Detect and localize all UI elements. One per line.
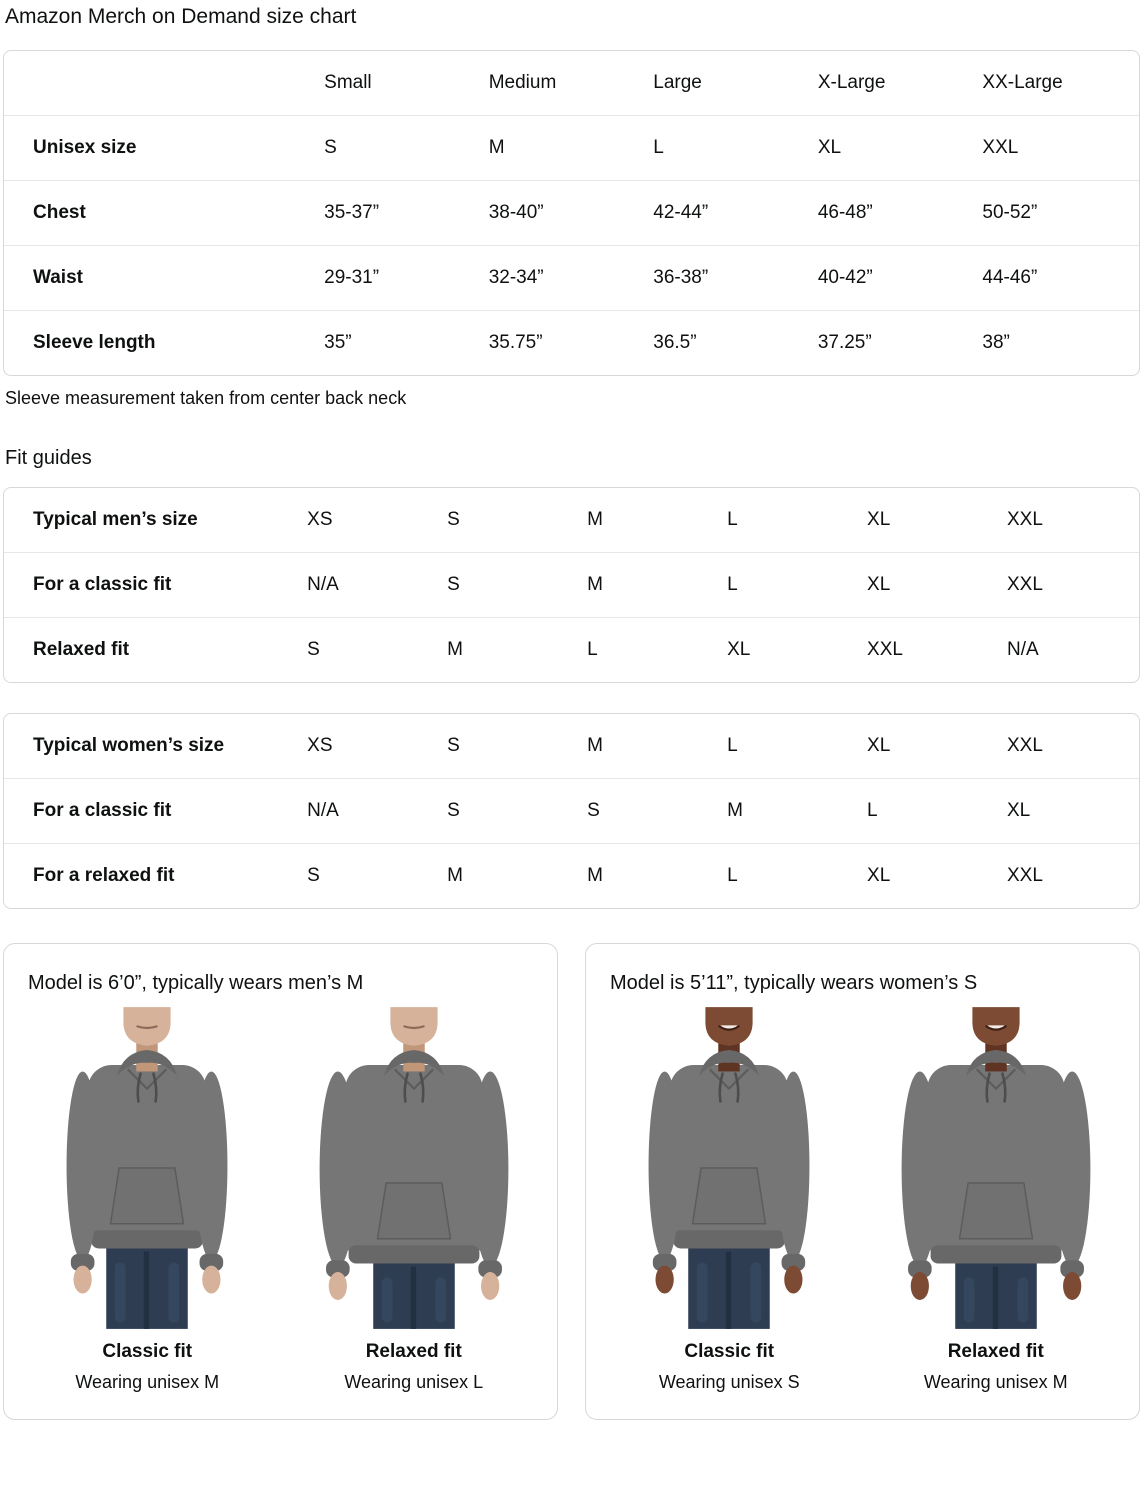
hoodie-model-illustration (296, 1007, 532, 1329)
table-cell: L (719, 843, 859, 908)
table-cell: L (719, 552, 859, 617)
row-label: Chest (4, 180, 316, 245)
column-header-medium: Medium (488, 72, 557, 93)
table-cell: N/A (299, 778, 439, 843)
table-cell: XS (307, 735, 333, 756)
table-cell: L (727, 735, 738, 756)
row-label: For a classic fit (4, 778, 299, 843)
mens-model-card (3, 943, 558, 1420)
table-cell: XL (859, 843, 999, 908)
womens-classic-figure (596, 1007, 863, 1393)
table-cell: S (447, 735, 460, 756)
table-cell: XXL (1007, 509, 1043, 530)
wearing-label: Wearing unisex S (658, 1372, 800, 1392)
table-cell: 44-46” (974, 245, 1139, 310)
table-cell: L (579, 617, 719, 682)
table-cell: M (481, 115, 646, 180)
table-cell: M (719, 778, 859, 843)
table-cell: XS (307, 509, 333, 530)
womens-relaxed-figure (863, 1007, 1130, 1393)
row-label: Waist (4, 245, 316, 310)
size-table-header-row (4, 51, 1139, 115)
column-header-small: Small (324, 72, 372, 93)
table-row (4, 310, 1139, 375)
table-cell: 36.5” (645, 310, 810, 375)
table-row (4, 245, 1139, 310)
table-cell: M (579, 843, 719, 908)
hoodie-model-illustration (29, 1007, 265, 1329)
fit-guides-heading: Fit guides (5, 447, 92, 469)
row-label: Typical men’s size (33, 509, 198, 530)
page-title: Amazon Merch on Demand size chart (5, 5, 357, 28)
size-chart-table (3, 50, 1140, 376)
hoodie-model-illustration (611, 1007, 847, 1329)
table-cell: 32-34” (481, 245, 646, 310)
table-row (4, 552, 1139, 617)
row-label: Sleeve length (4, 310, 316, 375)
table-cell: 35.75” (481, 310, 646, 375)
table-cell: N/A (999, 617, 1139, 682)
model-photo (14, 1007, 281, 1329)
table-cell: L (727, 509, 738, 530)
row-label: Relaxed fit (4, 617, 299, 682)
table-cell: 42-44” (645, 180, 810, 245)
table-cell: M (587, 735, 603, 756)
row-label: For a relaxed fit (4, 843, 299, 908)
wearing-label: Wearing unisex M (923, 1372, 1068, 1392)
womens-figures (596, 1007, 1129, 1393)
table-row (4, 115, 1139, 180)
wearing-label: Wearing unisex L (344, 1372, 484, 1392)
table-cell: M (579, 552, 719, 617)
table-cell: XL (859, 552, 999, 617)
fit-label: Relaxed fit (947, 1341, 1044, 1362)
table-cell: S (447, 509, 460, 530)
model-photo (596, 1007, 863, 1329)
table-cell: 35” (316, 310, 481, 375)
table-cell: 46-48” (810, 180, 975, 245)
table-row (4, 180, 1139, 245)
table-cell: M (587, 509, 603, 530)
fit-label: Relaxed fit (365, 1341, 462, 1362)
wearing-label: Wearing unisex M (75, 1372, 220, 1392)
table-row (4, 488, 1139, 552)
table-cell: 29-31” (316, 245, 481, 310)
table-cell: XL (867, 509, 891, 530)
table-row (4, 778, 1139, 843)
table-cell: 38-40” (481, 180, 646, 245)
table-cell: 37.25” (810, 310, 975, 375)
column-header-xx-large: XX-Large (982, 72, 1063, 93)
mens-figures (14, 1007, 547, 1393)
column-header-large: Large (653, 72, 702, 93)
column-header-x-large: X-Large (817, 72, 886, 93)
mens-fit-table (3, 487, 1140, 683)
table-cell: L (645, 115, 810, 180)
table-cell: XL (867, 735, 891, 756)
table-cell: 36-38” (645, 245, 810, 310)
table-cell: 40-42” (810, 245, 975, 310)
table-cell: XL (999, 778, 1139, 843)
table-cell: 38” (974, 310, 1139, 375)
table-row (4, 714, 1139, 778)
row-label: Unisex size (4, 115, 316, 180)
table-row (4, 843, 1139, 908)
model-photo (281, 1007, 548, 1329)
hoodie-model-illustration (878, 1007, 1114, 1329)
table-row (4, 617, 1139, 682)
model-cards-row (3, 943, 1140, 1420)
table-cell: S (579, 778, 719, 843)
mens-classic-figure (14, 1007, 281, 1393)
table-cell: M (439, 843, 579, 908)
table-cell: XXL (859, 617, 999, 682)
fit-label: Classic fit (102, 1341, 193, 1362)
fit-label: Classic fit (684, 1341, 775, 1362)
table-cell: XXL (974, 115, 1139, 180)
table-cell: S (316, 115, 481, 180)
table-spacer (3, 683, 1140, 713)
table-cell: XXL (999, 552, 1139, 617)
table-cell: M (439, 617, 579, 682)
table-cell: XL (810, 115, 975, 180)
womens-fit-table (3, 713, 1140, 909)
table-cell: XXL (1007, 735, 1043, 756)
table-cell: N/A (299, 552, 439, 617)
mens-model-card-title: Model is 6’0”, typically wears men’s M (28, 972, 364, 994)
table-cell: L (859, 778, 999, 843)
sleeve-measurement-note: Sleeve measurement taken from center back neck (5, 388, 407, 408)
table-cell: S (299, 843, 439, 908)
model-photo (863, 1007, 1130, 1329)
womens-model-card (585, 943, 1140, 1420)
table-cell: 35-37” (316, 180, 481, 245)
table-cell: 50-52” (974, 180, 1139, 245)
table-cell: S (439, 778, 579, 843)
row-label: Typical women’s size (33, 735, 225, 756)
womens-model-card-title: Model is 5’11”, typically wears women’s S (610, 972, 978, 994)
column-header-blank (4, 51, 316, 115)
row-label: For a classic fit (4, 552, 299, 617)
mens-relaxed-figure (281, 1007, 548, 1393)
table-cell: S (299, 617, 439, 682)
table-cell: S (439, 552, 579, 617)
table-cell: XL (719, 617, 859, 682)
table-cell: XXL (999, 843, 1139, 908)
